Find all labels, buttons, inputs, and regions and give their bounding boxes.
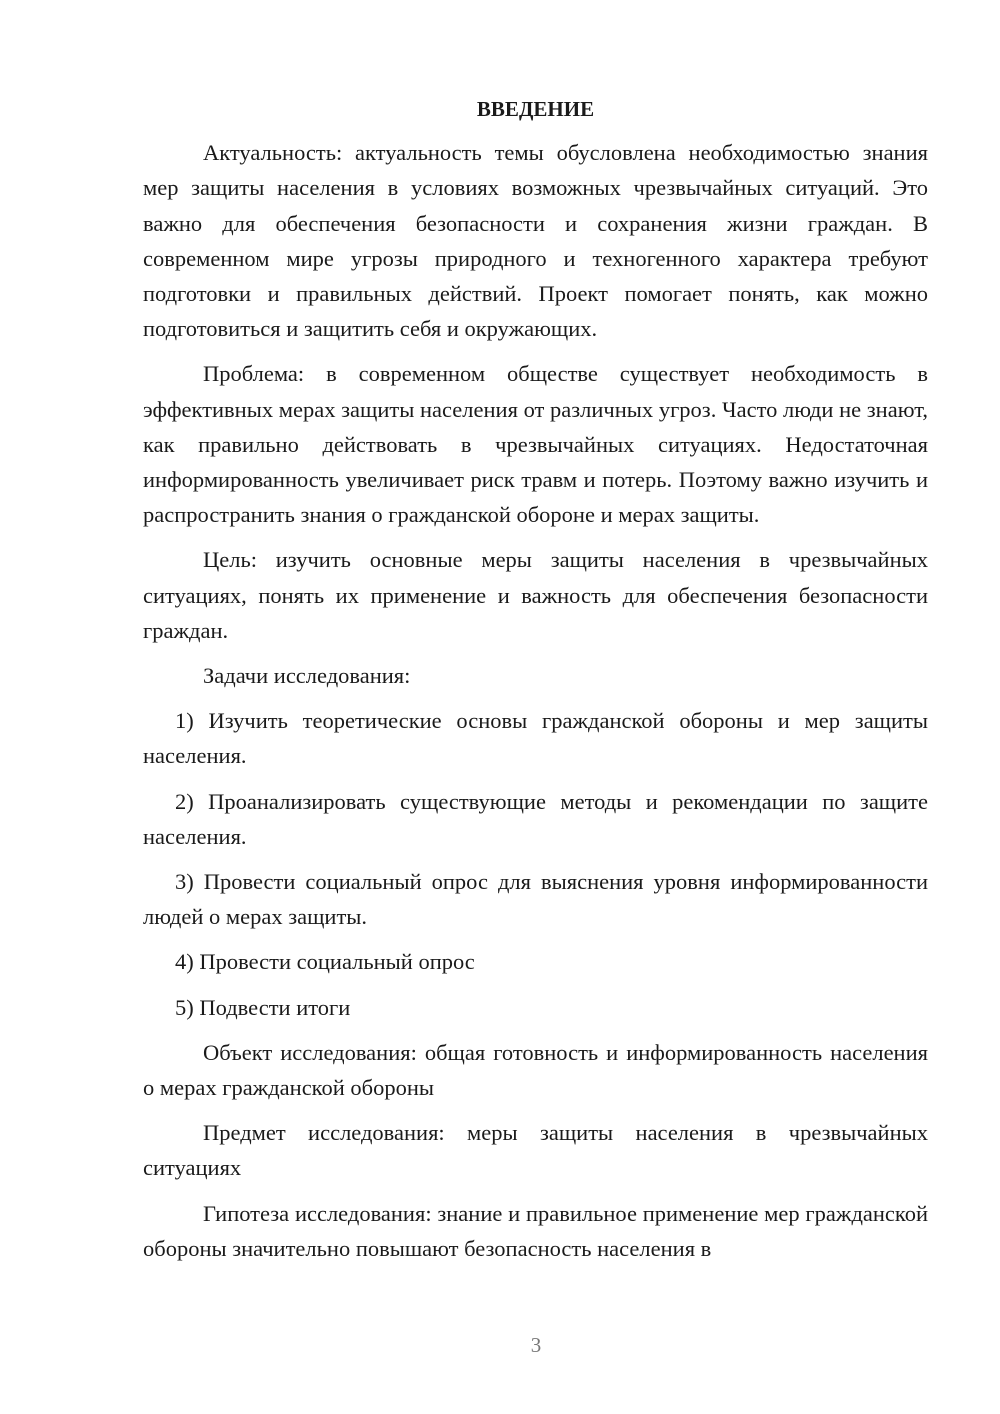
paragraph-subject: Предмет исследования: меры защиты населения в чрезвычайных ситуациях bbox=[143, 1120, 928, 1181]
task-item-2: 2) Проанализировать существующие методы и рекомендации по защите населения. bbox=[143, 788, 928, 849]
task-item-5: 5) Подвести итоги bbox=[175, 994, 351, 1020]
section-heading: ВВЕДЕНИЕ bbox=[476, 97, 595, 121]
paragraph-object: Объект исследования: общая готовность и информированность населения о мерах гражданской обороны bbox=[143, 1039, 928, 1101]
page-number: 3 bbox=[530, 1333, 542, 1357]
task-item-1: 1) Изучить теоретические основы гражданской обороны и мер защиты населения. bbox=[143, 708, 928, 769]
document-page bbox=[143, 92, 928, 1276]
task-item-3: 3) Провести социальный опрос для выяснения уровня информированности людей о мерах защиты. bbox=[143, 869, 928, 930]
task-item-4: 4) Провести социальный опрос bbox=[175, 949, 475, 975]
paragraph-problem: Проблема: в современном обществе существует необходимость в эффективных мерах защиты населения от различных угроз. Часто люди не знают, как правильно действовать в чрезвычайных ситуациях. Недостаточная информированность увеличивает риск травм и потерь. Поэтому важно изучить и распространить знания о гражданской обороне и мерах защиты. bbox=[143, 361, 928, 528]
paragraph-relevance: Актуальность: актуальность темы обусловлена необходимостью знания мер защиты населения в условиях возможных чрезвычайных ситуаций. Это важно для обеспечения безопасности и сохранения жизни граждан. В современном мире угрозы природного и техногенного характера требуют подготовки и правильных действий. Проект помогает понять, как можно подготовиться и защитить себя и окружающих. bbox=[143, 140, 928, 342]
paragraph-hypothesis: Гипотеза исследования: знание и правильное применение мер гражданской обороны значительно повышают безопасность населения в bbox=[143, 1200, 928, 1261]
paragraph-goal: Цель: изучить основные меры защиты населения в чрезвычайных ситуациях, понять их применение и важность для обеспечения безопасности граждан. bbox=[143, 547, 928, 643]
tasks-title: Задачи исследования: bbox=[203, 663, 411, 689]
